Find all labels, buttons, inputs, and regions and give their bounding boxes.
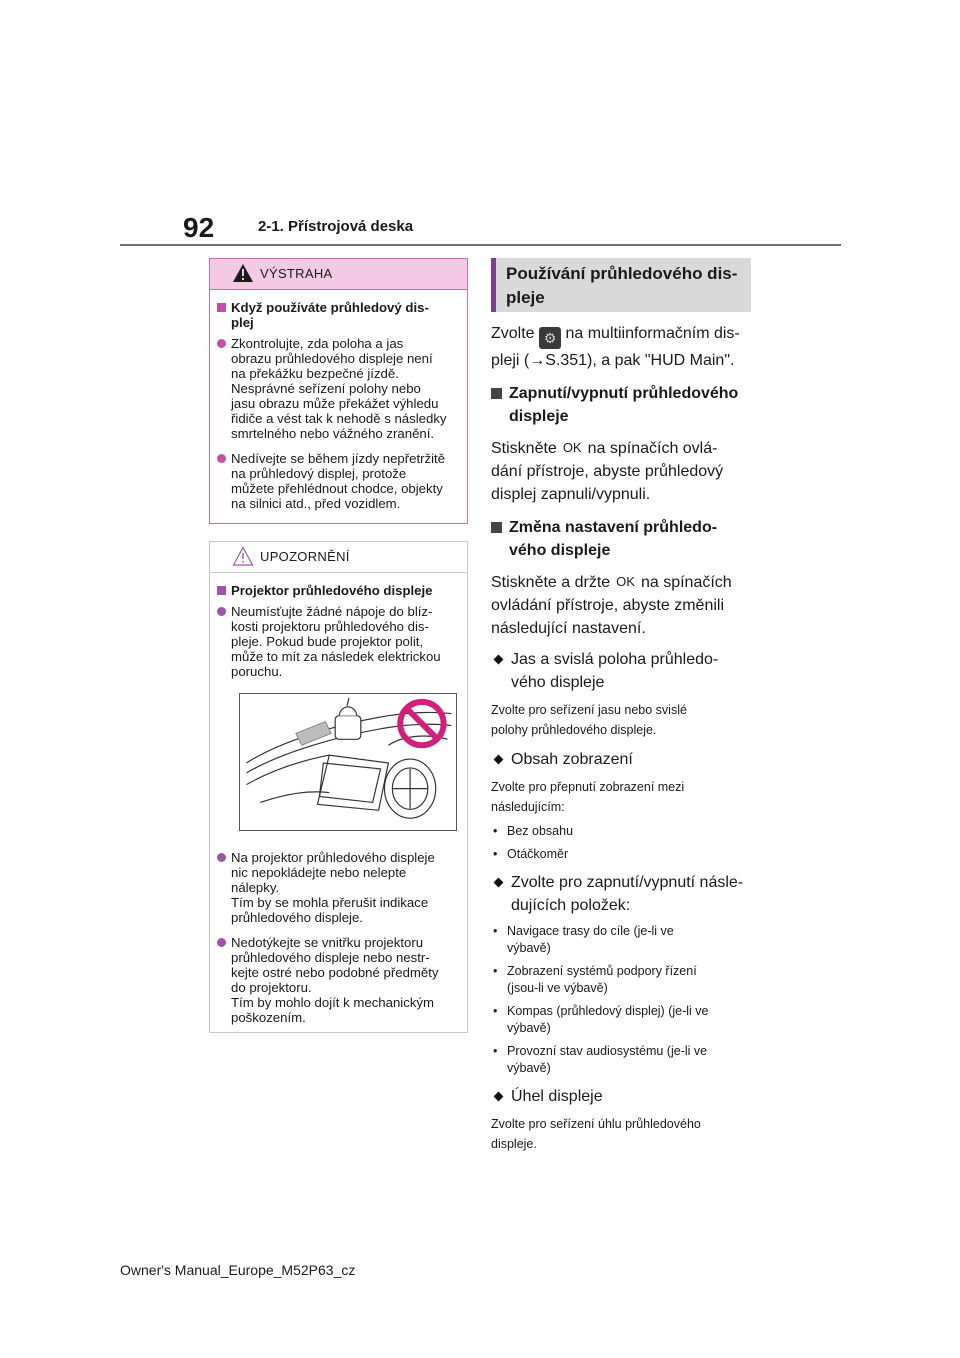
dot-bullet-icon xyxy=(217,938,226,947)
square-bullet-icon xyxy=(491,522,502,533)
hud-projector-illustration xyxy=(239,693,457,831)
page-number: 92 xyxy=(183,212,215,243)
square-bullet-icon xyxy=(491,388,502,399)
dot-bullet-icon xyxy=(217,607,226,616)
warning-heading: Když používáte průhledový dis- plej xyxy=(216,300,461,330)
warning-triangle-icon xyxy=(232,263,254,283)
list-item: • Otáčkoměr xyxy=(493,847,569,861)
diamond-bullet-icon xyxy=(494,755,504,765)
list-item: • Navigace trasy do cíle (je-li ve výbavě) xyxy=(493,924,674,955)
toggle-paragraph: Stiskněte OK na spínačích ovlá- dání přístroje, abyste průhledový displej zapnuli/vypnuli. xyxy=(491,436,751,506)
warning-item: Nedívejte se během jízdy nepřetržitě na průhledový displej, protože můžete přehlédnout chodce, objekty na silnici atd., před vozidlem. xyxy=(216,451,461,511)
caution-heading: Projektor průhledového displeje xyxy=(216,583,461,598)
ok-button-icon: OK xyxy=(616,574,635,589)
square-bullet-icon xyxy=(217,586,226,595)
main-heading: Používání průhledového dis- pleje xyxy=(491,258,751,312)
setting-item: Zvolte pro zapnutí/vypnutí násle- dujících položek: xyxy=(491,871,751,917)
caution-box xyxy=(209,541,468,1033)
list-item: • Kompas (průhledový displej) (je-li ve výbavě) xyxy=(493,1004,709,1035)
option-list xyxy=(491,923,751,1077)
option-list xyxy=(491,823,751,863)
list-item: • Zobrazení systémů podpory řízení (jsou-li ve výbavě) xyxy=(493,964,697,995)
header-rule xyxy=(120,244,841,246)
diamond-bullet-icon xyxy=(494,878,504,888)
diamond-bullet-icon xyxy=(494,655,504,665)
list-item: • Bez obsahu xyxy=(493,824,574,838)
right-column xyxy=(491,258,751,1154)
dot-bullet-icon xyxy=(217,454,226,463)
caution-item: Na projektor průhledového displeje nic nepokládejte nebo nelepte nálepky. Tím by se mohla přerušit indikace průhledového displeje. xyxy=(216,850,461,925)
ok-button-icon: OK xyxy=(562,440,582,455)
caution-title: UPOZORNĚNÍ xyxy=(260,549,350,564)
setting-description: Zvolte pro seřízení jasu nebo svislé polohy průhledového displeje. xyxy=(491,703,687,737)
warning-title: VÝSTRAHA xyxy=(260,266,333,281)
gear-icon: ⚙ xyxy=(539,327,561,349)
setting-item: Obsah zobrazení xyxy=(491,748,751,771)
setting-description: Zvolte pro přepnutí zobrazení mezi následujícím: xyxy=(491,780,685,814)
setting-item: Jas a svislá poloha průhledo- vého displeje xyxy=(491,648,751,694)
warning-item: Zkontrolujte, zda poloha a jas obrazu průhledového displeje není na překážku bezpečné jízdě. Nesprávné seřízení polohy nebo jasu obrazu může překážet výhledu řidiče a vést tak k nehodě s následky smrtelného nebo vážného zranění. xyxy=(216,336,461,441)
sub-heading-toggle: Zapnutí/vypnutí průhledového displeje xyxy=(491,382,751,428)
dot-bullet-icon xyxy=(217,853,226,862)
list-item: • Provozní stav audiosystému (je-li ve výbavě) xyxy=(493,1044,708,1075)
warning-header xyxy=(210,259,467,290)
caution-item: Neumísťujte žádné nápoje do blíz- kosti projektoru průhledového dis- pleje. Pokud bude projektor polit, může to mít za následek elektrickou poruchu. xyxy=(216,604,461,679)
footer: Owner's Manual_Europe_M52P63_cz xyxy=(120,1262,356,1278)
square-bullet-icon xyxy=(217,303,226,312)
section-title: 2-1. Přístrojová deska xyxy=(258,218,414,235)
settings-paragraph: Stiskněte a držte OK na spínačích ovládání přístroje, abyste změnili následující nastavení. xyxy=(491,570,751,640)
intro-paragraph: Zvolte ⚙ na multiinformačním dis- pleji (→S.351), a pak "HUD Main". xyxy=(491,325,740,369)
diamond-bullet-icon xyxy=(494,1092,504,1102)
setting-item: Úhel displeje xyxy=(491,1085,751,1108)
caution-header xyxy=(210,542,467,573)
caution-triangle-icon xyxy=(232,546,254,566)
caution-item: Nedotýkejte se vnitřku projektoru průhledového displeje nebo nestr- kejte ostré nebo podobné předměty do projektoru. Tím by mohlo dojít k mechanickým poškozením. xyxy=(216,935,461,1025)
dot-bullet-icon xyxy=(217,339,226,348)
warning-box xyxy=(209,258,468,524)
setting-description: Zvolte pro seřízení úhlu průhledového displeje. xyxy=(491,1117,701,1151)
sub-heading-settings: Změna nastavení průhledo- vého displeje xyxy=(491,516,751,562)
